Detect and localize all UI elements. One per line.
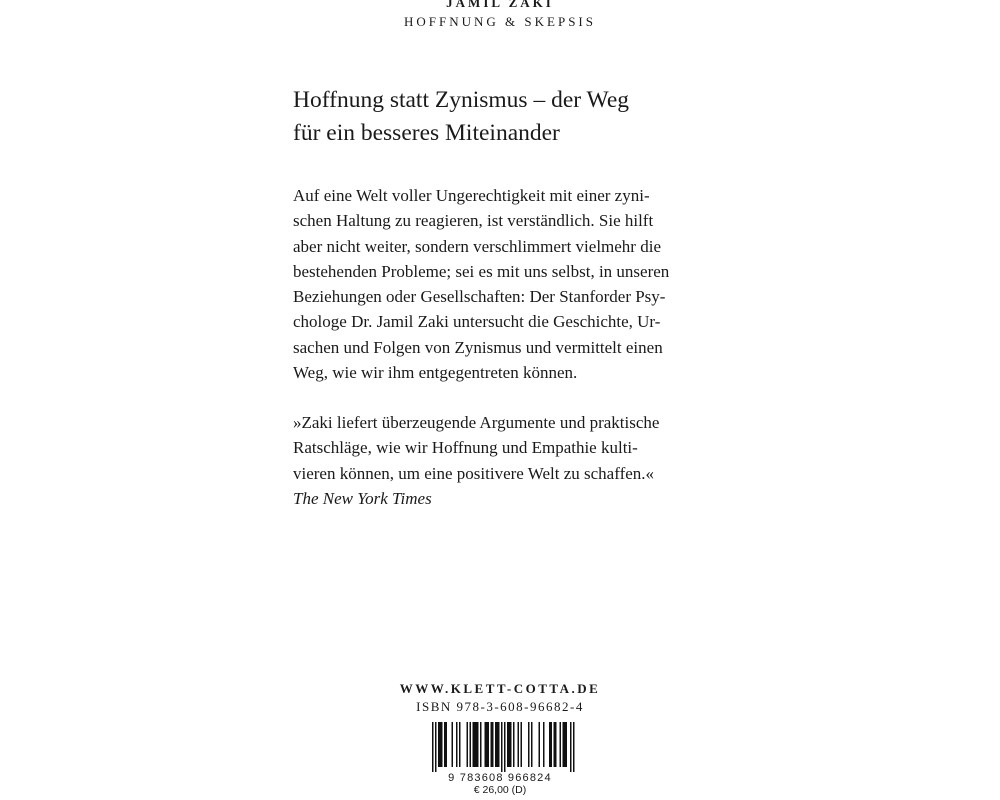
press-quote (293, 410, 733, 511)
barcode-bar (509, 722, 511, 767)
barcode-bar (492, 722, 494, 767)
barcode-bar (554, 722, 556, 767)
barcode-bar (441, 722, 443, 767)
barcode-bar (435, 722, 437, 772)
barcode-bar (476, 722, 478, 767)
barcode-bar (501, 722, 503, 772)
quote-source: The New York Times (293, 488, 432, 508)
isbn-number: ISBN 978-3-608-96682-4 (416, 699, 584, 714)
barcode-bar (507, 722, 509, 767)
barcode-bar (560, 722, 562, 767)
barcode-bar (467, 722, 469, 767)
barcode-bar (486, 722, 488, 767)
price-label: € 26,00 (D) (473, 784, 527, 796)
blurb-line: schen Haltung zu reagieren, ist verständlich. Sie hilft (293, 211, 654, 231)
barcode-bar (438, 722, 440, 767)
barcode-bar (513, 722, 515, 767)
blurb-line: Weg, wie wir ihm entgegentreten können. (293, 363, 578, 383)
blurb-line: bestehenden Probleme; sei es mit uns selbst, in unseren (293, 261, 670, 281)
barcode-bar (480, 722, 482, 767)
barcode-bar (539, 722, 541, 767)
headline (293, 84, 733, 150)
barcode-bar (570, 722, 572, 772)
barcode-bar (456, 722, 458, 767)
barcode-bar (497, 722, 499, 767)
barcode-bar (477, 722, 479, 767)
headline-line: Hoffnung statt Zynismus – der Weg (293, 87, 629, 113)
barcode-bar (566, 722, 568, 767)
barcode-bar (491, 722, 493, 767)
blurb-paragraph (293, 183, 733, 385)
barcode-bar (444, 722, 446, 767)
barcode-bar (555, 722, 557, 767)
barcode-bar (473, 722, 475, 767)
barcode-bar (440, 722, 442, 767)
author-name: JAMIL ZAKI (446, 0, 554, 10)
barcode-bar (485, 722, 487, 767)
publisher-website: WWW.KLETT-COTTA.DE (399, 681, 601, 696)
barcode-bar (531, 722, 533, 767)
barcode-bar (521, 722, 523, 767)
barcode-bar (543, 722, 545, 767)
barcode-bar (470, 722, 472, 767)
quote-line: vieren können, um eine positivere Welt zu schaffen.« (293, 463, 655, 483)
barcode-bar (495, 722, 497, 767)
blurb-line: Beziehungen oder Gesellschaften: Der Stanforder Psy- (293, 287, 666, 307)
barcode-bar (504, 722, 506, 772)
barcode (420, 722, 580, 784)
barcode-bar (459, 722, 461, 767)
barcode-digits: 9 783608 966824 (448, 772, 552, 784)
barcode-bar (528, 722, 530, 767)
quote-line: Ratschläge, wie wir Hoffnung und Empathie kulti- (293, 438, 638, 458)
barcode-graphic (420, 722, 580, 784)
barcode-bar (474, 722, 476, 767)
barcode-bar (452, 722, 454, 767)
headline-line: für ein besseres Miteinander (293, 120, 560, 146)
barcode-bar (432, 722, 434, 772)
barcode-bar (510, 722, 512, 767)
barcode-bar (488, 722, 490, 767)
barcode-bar (518, 722, 520, 767)
blurb-line: chologe Dr. Jamil Zaki untersucht die Geschichte, Ur- (293, 312, 661, 332)
barcode-bar (446, 722, 448, 767)
blurb-line: Auf eine Welt voller Ungerechtigkeit mit einer zyni- (293, 186, 650, 205)
barcode-bar (498, 722, 500, 767)
barcode-bar (551, 722, 553, 767)
barcode-bar (573, 722, 575, 772)
series-title: HOFFNUNG & SKEPSIS (404, 14, 596, 29)
barcode-bar (564, 722, 566, 767)
quote-line: »Zaki liefert überzeugende Argumente und praktische (293, 413, 660, 432)
blurb-line: aber nicht weiter, sondern verschlimmert vielmehr die (293, 236, 661, 256)
barcode-bar (563, 722, 565, 767)
barcode-bar (549, 722, 551, 767)
blurb-line: sachen und Folgen von Zynismus und vermittelt einen (293, 337, 663, 357)
